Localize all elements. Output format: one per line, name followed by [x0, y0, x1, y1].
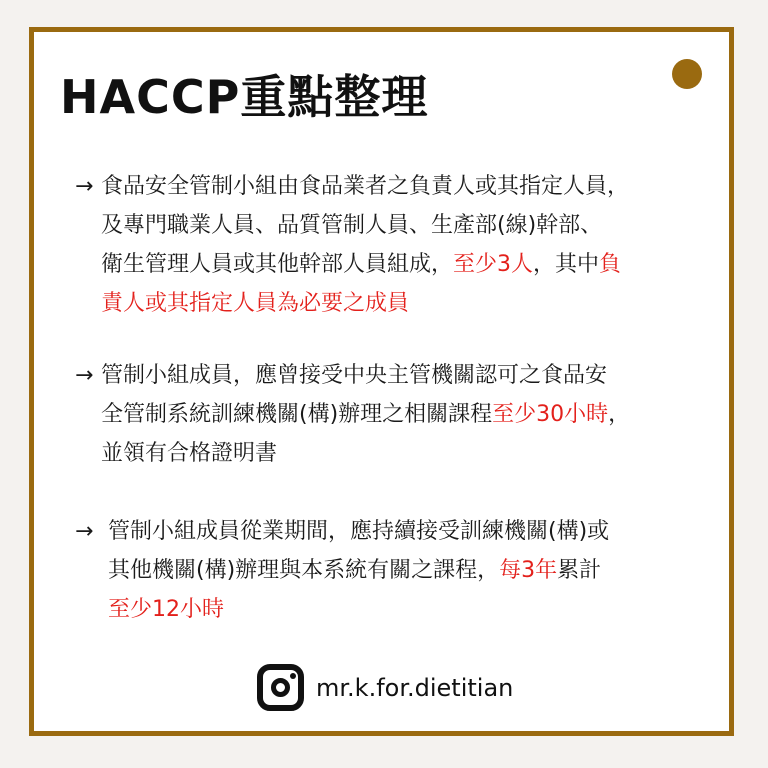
paragraph-line [101, 246, 621, 284]
highlight-text: 責人或其指定人員為必要之成員 [101, 291, 410, 316]
body-text: 其他機關(構)辦理與本系統有關之課程， [108, 558, 500, 583]
body-text: 管制小組成員，應曾接受中央主管機關認可之食品安 [101, 363, 608, 388]
paragraph-line [108, 552, 601, 590]
body-text: 累計 [557, 558, 602, 583]
highlight-text: 至少30小時 [492, 402, 609, 427]
body-text: 衛生管理人員或其他幹部人員組成， [101, 252, 454, 277]
paragraph-line [101, 285, 409, 323]
paragraph-line [101, 435, 277, 473]
arrow-icon: → [75, 519, 94, 544]
highlight-text: 每3年 [499, 558, 558, 583]
body-text: ，其中 [533, 252, 600, 277]
decorative-dot [672, 59, 702, 89]
paragraph-line [108, 591, 224, 629]
body-text: 及專門職業人員、品質管制人員、生產部(線)幹部、 [101, 213, 603, 238]
paragraph-line [101, 168, 629, 206]
page-title: HACCP重點整理 [60, 70, 429, 124]
body-text: 並領有合格證明書 [101, 441, 278, 466]
arrow-icon: → [75, 174, 94, 199]
body-text: 全管制系統訓練機關(構)辦理之相關課程 [101, 402, 493, 427]
paragraph-line [101, 207, 602, 245]
arrow-icon: → [75, 363, 94, 388]
paragraph-line [101, 396, 630, 434]
body-text: 管制小組成員從業期間，應持續接受訓練機關(構)或 [108, 519, 610, 544]
body-text: ， [608, 402, 631, 427]
highlight-text: 至少3人 [453, 252, 534, 277]
instagram-icon [257, 664, 304, 711]
highlight-text: 負 [599, 252, 622, 277]
paragraph-line [101, 357, 607, 395]
body-text: 食品安全管制小組由食品業者之負責人或其指定人員， [101, 174, 630, 199]
instagram-handle: mr.k.for.dietitian [316, 674, 514, 702]
paragraph-line [108, 513, 609, 551]
highlight-text: 至少12小時 [108, 597, 224, 622]
